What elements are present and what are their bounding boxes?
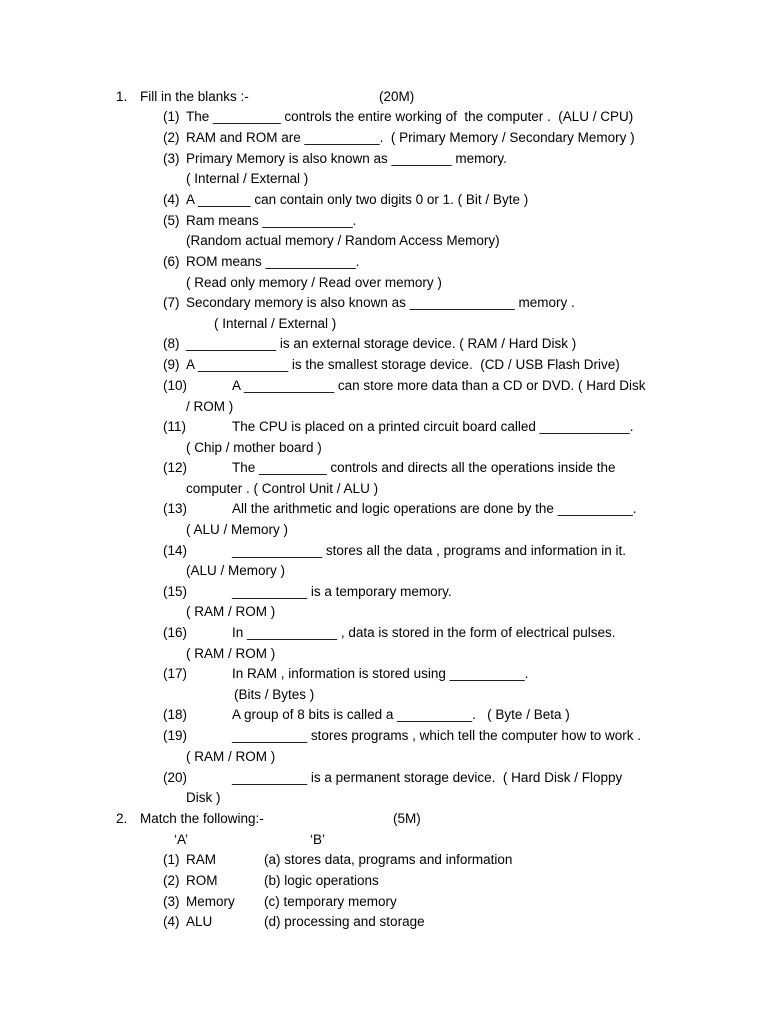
match-term: RAM: [186, 852, 216, 867]
match-term: ALU: [186, 914, 213, 929]
question-text: Primary Memory is also known as ________ memory.: [186, 151, 507, 166]
question-options: ( RAM / ROM ): [186, 646, 276, 661]
question-text: A ____________ is the smallest storage device. (CD / USB Flash Drive): [186, 357, 620, 372]
question-options: ( RAM / ROM ): [186, 749, 276, 764]
question-options: ( RAM / ROM ): [186, 604, 276, 619]
question-text: In RAM , information is stored using __________.: [232, 666, 529, 681]
question-text: ____________ stores all the data , programs and information in it.: [232, 543, 626, 558]
question-number: (17): [163, 666, 188, 681]
match-definition: (d) processing and storage: [264, 914, 425, 929]
section-2-title: Match the following:-: [140, 811, 264, 826]
question-number: (14): [163, 543, 188, 558]
question-number: (20): [163, 770, 188, 785]
match-definition: (c) temporary memory: [264, 894, 397, 909]
question-text: All the arithmetic and logic operations are done by the __________.: [232, 501, 637, 516]
question-text: Ram means ____________.: [186, 213, 357, 228]
column-b-header: ‘B’: [310, 832, 326, 847]
question-text: A ____________ can store more data than a CD or DVD. ( Hard Disk: [232, 378, 646, 393]
question-number: (11): [163, 419, 187, 434]
match-term: Memory: [186, 894, 235, 909]
question-text: ____________ is an external storage device. ( RAM / Hard Disk ): [186, 336, 577, 351]
question-number: (4): [163, 192, 180, 207]
question-text: ROM means ____________.: [186, 254, 360, 269]
question-text: __________ is a permanent storage device. ( Hard Disk / Floppy: [232, 770, 623, 785]
question-options: ( Internal / External ): [186, 171, 309, 186]
question-number: (9): [163, 357, 180, 372]
question-number: (16): [163, 625, 188, 640]
question-number: (13): [163, 501, 188, 516]
question-options: (Random actual memory / Random Access Memory): [186, 233, 500, 248]
question-text: __________ is a temporary memory.: [232, 584, 452, 599]
question-number: (3): [163, 151, 180, 166]
question-text: The CPU is placed on a printed circuit board called ____________.: [232, 419, 634, 434]
question-text: In ____________ , data is stored in the form of electrical pulses.: [232, 625, 616, 640]
column-a-header: ‘A’: [174, 832, 189, 847]
question-continuation: computer . ( Control Unit / ALU ): [186, 481, 379, 496]
question-number: (1): [163, 109, 180, 124]
question-text: The _________ controls the entire working of the computer . (ALU / CPU): [186, 109, 634, 124]
match-term: ROM: [186, 873, 218, 888]
question-text: Secondary memory is also known as ______________ memory .: [186, 295, 575, 310]
question-text: __________ stores programs , which tell the computer how to work .: [232, 728, 641, 743]
question-number: (18): [163, 707, 188, 722]
match-definition: (a) stores data, programs and information: [264, 852, 513, 867]
question-options: ( Internal / External ): [214, 316, 337, 331]
section-2-marks: (5M): [393, 811, 421, 826]
question-options: (ALU / Memory ): [186, 563, 286, 578]
section-1-number: 1.: [116, 89, 128, 104]
question-number: (15): [163, 584, 188, 599]
question-options: ( ALU / Memory ): [186, 522, 289, 537]
question-number: (8): [163, 336, 180, 351]
question-number: (10): [163, 378, 188, 393]
question-number: (5): [163, 213, 180, 228]
question-text: A group of 8 bits is called a __________. ( Byte / Beta ): [232, 707, 570, 722]
question-options: ( Read only memory / Read over memory ): [186, 275, 442, 290]
match-number: (3): [163, 894, 180, 909]
question-text: A _______ can contain only two digits 0 or 1. ( Bit / Byte ): [186, 192, 529, 207]
question-number: (19): [163, 728, 188, 743]
question-number: (12): [163, 460, 188, 475]
question-text: The _________ controls and directs all the operations inside the: [232, 460, 616, 475]
section-1-title: Fill in the blanks :-: [140, 89, 249, 104]
match-number: (1): [163, 852, 180, 867]
question-continuation: / ROM ): [186, 399, 234, 414]
question-number: (7): [163, 295, 180, 310]
section-1-marks: (20M): [379, 89, 415, 104]
question-continuation: Disk ): [186, 790, 221, 805]
question-number: (2): [163, 130, 180, 145]
question-options: ( Chip / mother board ): [186, 440, 322, 455]
section-2-number: 2.: [116, 811, 128, 826]
question-text: RAM and ROM are __________. ( Primary Memory / Secondary Memory ): [186, 130, 635, 145]
match-number: (2): [163, 873, 180, 888]
question-number: (6): [163, 254, 180, 269]
match-definition: (b) logic operations: [264, 873, 379, 888]
match-number: (4): [163, 914, 180, 929]
question-options: (Bits / Bytes ): [234, 687, 315, 702]
